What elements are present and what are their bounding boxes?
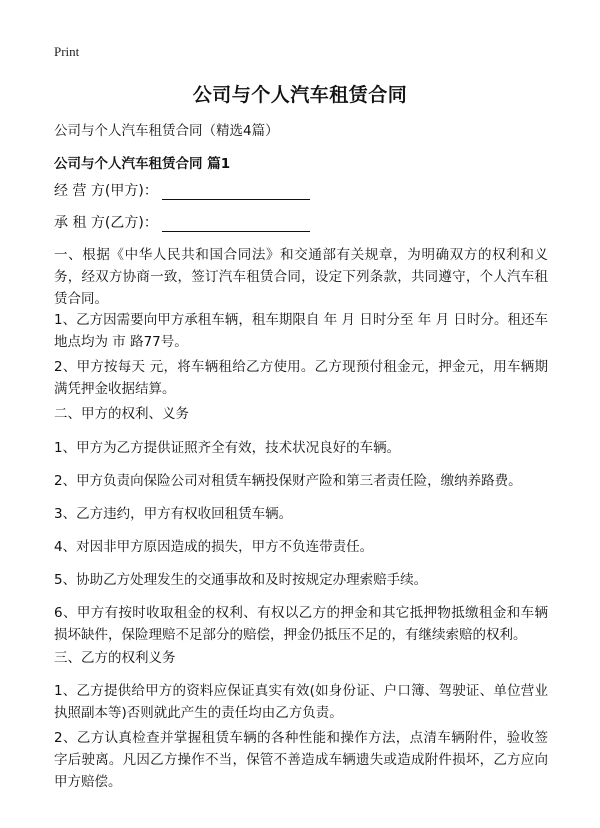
paragraph: 1、乙方因需要向甲方承租车辆，租车期限自 年 月 日时分至 年 月 日时分。租还车地点均为 市 路77号。: [54, 312, 548, 350]
party-b-line: [54, 212, 310, 232]
paragraph: 3、乙方违约，甲方有权收回租赁车辆。: [54, 506, 293, 522]
paragraph: 一、根据《中华人民共和国合同法》和交通部有关规章，为明确双方的权利和义务，经双方协商一致，签订汽车租赁合同，设定下列条款，共同遵守，个人汽车租赁合同。: [54, 247, 548, 307]
section-heading: 公司与个人汽车租赁合同 篇1: [54, 156, 231, 172]
party-a-line: [54, 180, 310, 200]
paragraph: 2、乙方认真检查并掌握租赁车辆的各种性能和操作方法，点清车辆附件，验收签字后驶离。凡因乙方操作不当，保管不善造成车辆遗失或造成附件损坏，乙方应向甲方赔偿。: [54, 730, 548, 790]
paragraph: 4、对因非甲方原因造成的损失，甲方不负连带责任。: [54, 539, 374, 555]
party-b-blank: [162, 215, 310, 232]
party-a-blank: [162, 183, 310, 200]
paragraph: 2、甲方按每天 元，将车辆租给乙方使用。乙方现预付租金元，押金元，用车辆期满凭押金收据结算。: [54, 359, 548, 397]
paragraph: 2、甲方负责向保险公司对租赁车辆投保财产险和第三者责任险，缴纳养路费。: [54, 473, 522, 489]
section-subheading: 二、甲方的权利、义务: [54, 406, 189, 422]
paragraph: 6、甲方有按时收取租金的权利、有权以乙方的押金和其它抵押物抵缴租金和车辆损坏缺件，保险理赔不足部分的赔偿，押金仍抵压不足的，有继续索赔的权利。: [54, 605, 548, 643]
paragraph: 1、乙方提供给甲方的资料应保证真实有效(如身份证、户口簿、驾驶证、单位营业执照副本等)否则就此产生的责任均由乙方负责。: [54, 683, 548, 721]
paragraph: 1、甲方为乙方提供证照齐全有效，技术状况良好的车辆。: [54, 440, 401, 456]
party-b-label: 承 租 方(乙方)：: [54, 215, 158, 231]
document-subtitle: 公司与个人汽车租赁合同（精选4篇）: [54, 123, 279, 139]
party-a-label: 经 营 方(甲方)：: [54, 183, 158, 199]
section-subheading: 三、乙方的权利义务: [54, 650, 176, 666]
print-label[interactable]: Print: [54, 44, 80, 59]
paragraph: 5、协助乙方处理发生的交通事故和及时按规定办理索赔手续。: [54, 572, 428, 588]
document-title: 公司与个人汽车租赁合同: [192, 84, 408, 106]
